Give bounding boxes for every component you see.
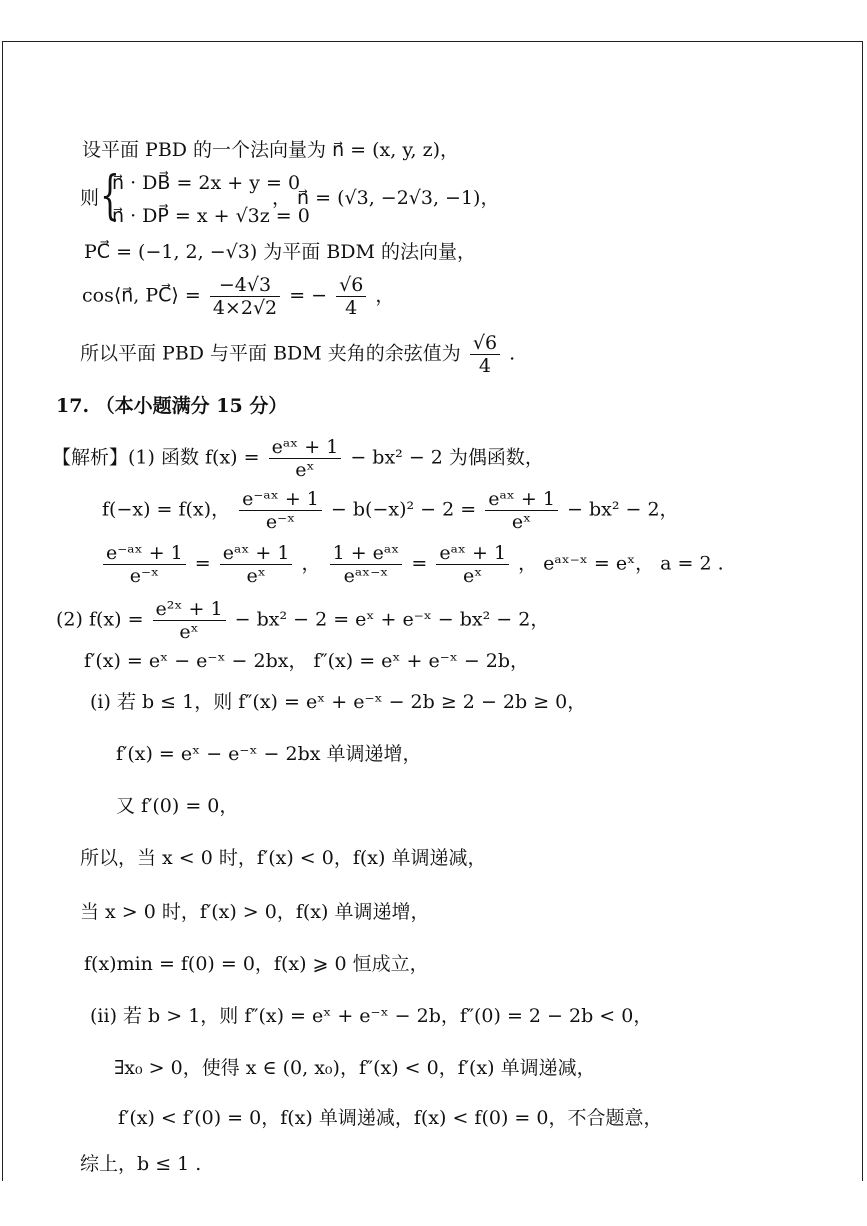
line-final-conclusion: 综上，b ≤ 1 . bbox=[80, 1153, 202, 1175]
solve-suffix: ， eᵃˣ⁻ˣ = eˣ， a = 2 . bbox=[518, 552, 724, 575]
fraction-numerator: √6 bbox=[470, 332, 500, 355]
fraction-denominator: eˣ bbox=[179, 621, 199, 643]
line-cosine bbox=[82, 274, 394, 319]
solve-sep: ， bbox=[301, 552, 321, 575]
even-suffix: − bx² − 2， bbox=[566, 498, 679, 521]
fraction-denominator: eˣ bbox=[463, 565, 483, 587]
analysis-suffix: − bx² − 2 为偶函数， bbox=[350, 446, 544, 469]
fraction-even-1 bbox=[239, 488, 322, 533]
fraction-part2 bbox=[153, 598, 226, 643]
fraction-denominator: eˣ bbox=[246, 565, 266, 587]
line-system-prefix: 则 bbox=[80, 187, 100, 209]
fraction-cos-2 bbox=[336, 274, 366, 319]
fraction-denominator: 4×2√2 bbox=[212, 297, 278, 319]
line-normal-vector-def: 设平面 PBD 的一个法向量为 n⃗ = (x, y, z)， bbox=[82, 139, 460, 161]
fraction-numerator: eᵃˣ + 1 bbox=[220, 542, 293, 565]
fraction-denominator: e⁻ˣ bbox=[129, 565, 160, 587]
fraction-solve-2 bbox=[220, 542, 293, 587]
part2-prefix: (2) f(x) = bbox=[56, 608, 144, 631]
fraction-numerator: e²ˣ + 1 bbox=[153, 598, 226, 621]
line-x-negative: 所以，当 x < 0 时，f′(x) < 0，f(x) 单调递减， bbox=[80, 847, 487, 869]
conclusion-text: 所以平面 PBD 与平面 BDM 夹角的余弦值为 bbox=[80, 342, 461, 365]
fraction-denominator: eˣ bbox=[511, 511, 532, 533]
line-normal-vector-result: ， n⃗ = (√3, −2√3, −1)， bbox=[272, 187, 500, 209]
fraction-solve-1 bbox=[103, 542, 186, 587]
fraction-denominator: 4 bbox=[478, 355, 491, 377]
line-solve-a bbox=[100, 542, 724, 587]
brace-symbol: { bbox=[100, 166, 120, 226]
system-row-2: n⃗ · DP⃗ = x + √3z = 0 bbox=[112, 205, 310, 227]
fraction-numerator: e⁻ᵃˣ + 1 bbox=[103, 542, 186, 565]
even-mid: − b(−x)² − 2 = bbox=[330, 498, 477, 521]
line-part-2-f bbox=[56, 598, 549, 643]
line-f-prime-increasing: f′(x) = eˣ − e⁻ˣ − 2bx 单调递增， bbox=[116, 743, 422, 765]
solve-eq-1: = bbox=[194, 552, 211, 575]
fraction-numerator: −4√3 bbox=[210, 274, 280, 297]
line-case-i: (i) 若 b ≤ 1，则 f″(x) = eˣ + e⁻ˣ − 2b ≥ 2 − 2b ≥ 0， bbox=[90, 691, 587, 713]
line-pc-vector: PC⃗ = (−1, 2, −√3) 为平面 BDM 的法向量， bbox=[84, 241, 477, 263]
fraction-denominator: eᵃˣ⁻ˣ bbox=[343, 565, 389, 587]
fraction-numerator: 1 + eᵃˣ bbox=[330, 542, 403, 565]
line-f-min: f(x)min = f(0) = 0，f(x) ⩾ 0 恒成立， bbox=[84, 953, 429, 975]
conclusion-period: . bbox=[509, 342, 516, 365]
fraction-f-def bbox=[269, 436, 342, 481]
fraction-numerator: eᵃˣ + 1 bbox=[436, 542, 509, 565]
fraction-denominator: eˣ bbox=[295, 459, 315, 481]
fraction-numerator: eᵃˣ + 1 bbox=[269, 436, 342, 459]
line-conclusion-angle bbox=[80, 332, 515, 377]
fraction-result bbox=[470, 332, 500, 377]
solve-eq-2: = bbox=[411, 552, 428, 575]
fraction-denominator: e⁻ˣ bbox=[265, 511, 296, 533]
line-derivatives: f′(x) = eˣ − e⁻ˣ − 2bx， f″(x) = eˣ + e⁻ˣ − 2b， bbox=[84, 650, 530, 672]
even-prefix: f(−x) = f(x)， bbox=[102, 498, 231, 521]
fraction-solve-4 bbox=[436, 542, 509, 587]
fraction-solve-3 bbox=[330, 542, 403, 587]
system-row-1: n⃗ · DB⃗ = 2x + y = 0 bbox=[112, 172, 301, 194]
line-case-ii: (ii) 若 b > 1，则 f″(x) = eˣ + e⁻ˣ − 2b，f″(0) = 2 − 2b < 0， bbox=[90, 1005, 653, 1027]
part2-suffix: − bx² − 2 = eˣ + e⁻ˣ − bx² − 2， bbox=[234, 608, 550, 631]
analysis-prefix: 【解析】(1) 函数 f(x) = bbox=[52, 446, 260, 469]
cosine-mid: = − bbox=[289, 284, 328, 307]
fraction-numerator: eᵃˣ + 1 bbox=[485, 488, 558, 511]
fraction-denominator: 4 bbox=[345, 297, 358, 319]
cosine-suffix: ， bbox=[375, 284, 395, 307]
fraction-even-2 bbox=[485, 488, 558, 533]
line-exists-x0: ∃x₀ > 0，使得 x ∈ (0, x₀)，f″(x) < 0，f′(x) 单调递减， bbox=[114, 1057, 596, 1079]
fraction-numerator: √6 bbox=[336, 274, 366, 297]
line-f-prime-zero: 又 f′(0) = 0， bbox=[116, 795, 239, 817]
line-contradiction: f′(x) < f′(0) = 0，f(x) 单调递减，f(x) < f(0) = 0，不合题意， bbox=[118, 1107, 663, 1129]
cosine-prefix: cos⟨n⃗, PC⃗⟩ = bbox=[82, 284, 201, 307]
line-x-positive: 当 x > 0 时，f′(x) > 0，f(x) 单调递增， bbox=[80, 901, 430, 923]
line-analysis-1 bbox=[52, 436, 544, 481]
fraction-numerator: e⁻ᵃˣ + 1 bbox=[239, 488, 322, 511]
line-even-condition bbox=[102, 488, 679, 533]
fraction-cos-1 bbox=[210, 274, 280, 319]
question-17-header: 17. （本小题满分 15 分） bbox=[56, 395, 288, 417]
